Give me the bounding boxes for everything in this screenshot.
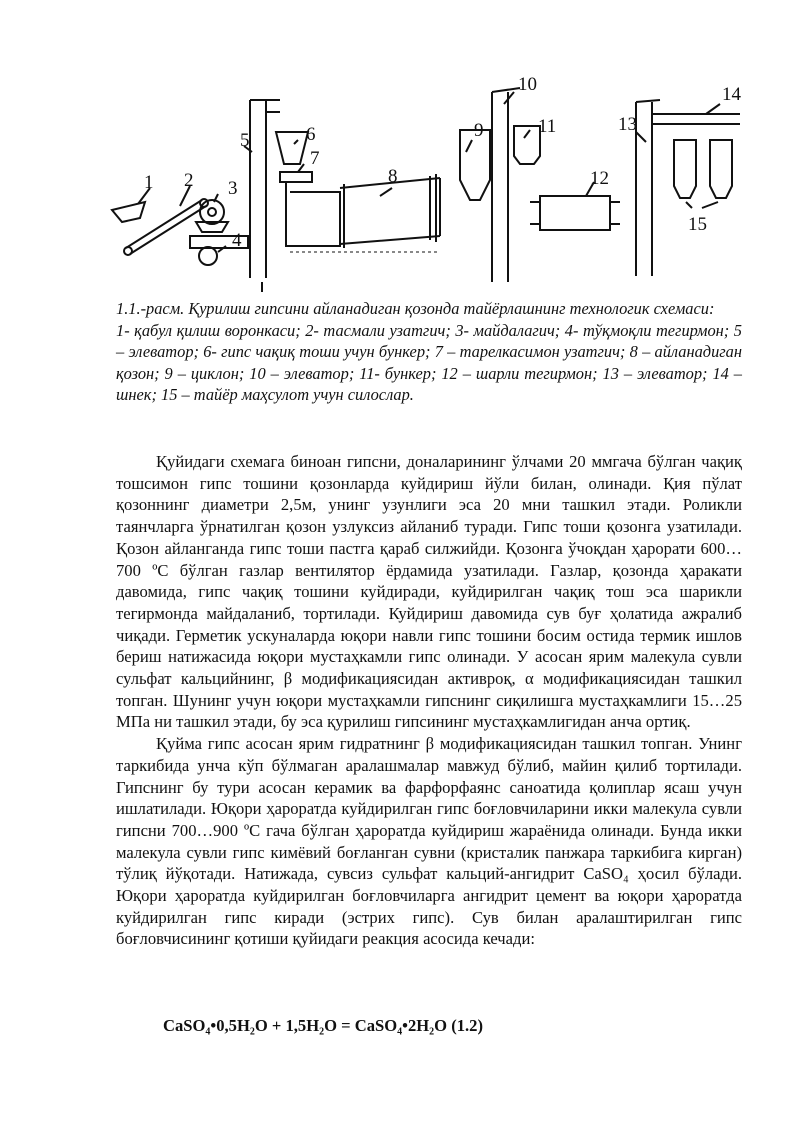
label-11: 11 bbox=[538, 116, 557, 137]
process-scheme-figure bbox=[100, 60, 760, 300]
label-6: 6 bbox=[306, 124, 316, 145]
label-5: 5 bbox=[240, 130, 250, 151]
label-2: 2 bbox=[184, 170, 194, 191]
caption-legend: 1- қабул қилиш воронкаси; 2- тасмали узатгич; 3- майдалагич; 4- тўқмоқли тегирмон; 5 – элеватор; 6- гипс чақиқ тоши учун бункер; 7 – тарелкасимон узатгич; 8 – айланадиган қозон; 9 – циклон; 10 – элеватор; 11- бункер; 12 – шарли тегирмон; 13 – элеватор; 14 –шнек; 15 – тайёр маҳсулот учун силослар. bbox=[116, 320, 742, 404]
label-7: 7 bbox=[310, 148, 320, 169]
process-scheme-diagram bbox=[100, 60, 760, 300]
body-text bbox=[116, 451, 742, 950]
label-8: 8 bbox=[388, 166, 398, 187]
reaction-formula: CaSO₄•0,5H₂O + 1,5H₂O = CaSO₄•2H₂O (1.2) bbox=[163, 1016, 483, 1035]
paragraph-1: Қуйидаги схемага биноан гипсни, доналарининг ўлчами 20 ммгача бўлган чақиқ тошсимон гипс тошини қозонларда куйдириш йўли билан, олинади. Қия пўлат қозоннинг диаметри 2,5м, унинг узунлиги эса 20 мни ташкил этади. Роликли таянчларга ўрнатилган қозон узлуксиз айланиб туради. Гипс тоши қозонга узатилади. Қозон айланганда гипс тоши пастга қараб силжийди. Қозонга ўчоқдан ҳарорати 600…700 ºС бўлган газлар вентилятор ёрдамида узатилади. Газлар, қозонда ҳаракати давомида, гипс чақиқ тошини куйдиради, куйдирилган чақиқ тош эса шарикли тегирмонда майдаланиб, тортилади. Куйдириш давомида сув буғ ҳолатида ажралиб чиқади. Герметик ускуналарда юқори навли гипс тошини босим остида термик ишлов бериш натижасида юқори мустаҳкамли гипс олинади. У асосан ярим малекула сувли сульфат кальцийнинг, β модификациясидан активроқ, α модификациясидан ташкил топган. Шунинг учун юқори мустаҳкамли гипснинг сиқилишга мустаҳкамлиги 15…25 МПа ни ташкил этади, бу эса қурилиш гипсининг мустаҳкамлигидан анча ортиқ. bbox=[116, 452, 742, 732]
crusher bbox=[200, 200, 224, 224]
label-13: 13 bbox=[618, 114, 637, 135]
caption-title: 1.1.-расм. Қурилиш гипсини айланадиган қозонда тайёрлашнинг технологик схемаси: bbox=[116, 299, 715, 318]
product-silo-right bbox=[710, 140, 732, 198]
label-14: 14 bbox=[722, 84, 741, 105]
paragraph-2: Қуйма гипс асосан ярим гидратнинг β модификациясидан ташкил топган. Унинг таркибида унча кўп бўлмаган аралашмалар мавжуд бўлиб, майин қилиб тортилади. Гипснинг бу тури асосан керамик ва фарфорфаянс саноатида қолиплар ясаш учун ишлатилади. Юқори ҳароратда куйдирилган гипс боғловчиларини икки малекула сувли гипсни 700…900 ºС гача бўлган ҳароратда куйдириш жараёнида олинади. Бунда икки малекула сувли гипс кимёвий боғланган сувни (кристалик панжара таркибига кирган) тўлиқ йўқотади. Натижада, сувсиз сульфат кальций-ангидрит CaSO₄ ҳосил бўлади. Юқори ҳароратда куйдирилган боғловчиларга ангидрит цемент ва юқори ҳароратда куйдирилган гипс киради (эстрих гипс). Сув билан аралаштирилган гипс боғловчисининг қотиши қуйидаги реакция асосида кечади: bbox=[116, 734, 742, 949]
screw-conveyor bbox=[652, 114, 740, 124]
label-1: 1 bbox=[144, 172, 154, 193]
elevator-13 bbox=[636, 100, 660, 276]
label-3: 3 bbox=[228, 178, 238, 199]
label-10: 10 bbox=[518, 74, 537, 95]
label-15: 15 bbox=[688, 214, 707, 235]
kiln-head bbox=[286, 182, 340, 246]
product-silo-left bbox=[674, 140, 696, 198]
bunker-11 bbox=[514, 126, 540, 164]
label-4: 4 bbox=[232, 230, 242, 251]
belt-conveyor bbox=[126, 200, 206, 254]
elevator-10 bbox=[492, 88, 520, 282]
plate-feeder bbox=[280, 172, 312, 182]
rotating-kiln bbox=[340, 178, 440, 244]
label-9: 9 bbox=[474, 120, 484, 141]
figure-caption bbox=[116, 298, 742, 406]
gypsum-bunker bbox=[276, 132, 308, 164]
ball-mill bbox=[540, 196, 610, 230]
receiving-hopper bbox=[112, 202, 145, 222]
label-12: 12 bbox=[590, 168, 609, 189]
elevator-5 bbox=[250, 100, 280, 278]
